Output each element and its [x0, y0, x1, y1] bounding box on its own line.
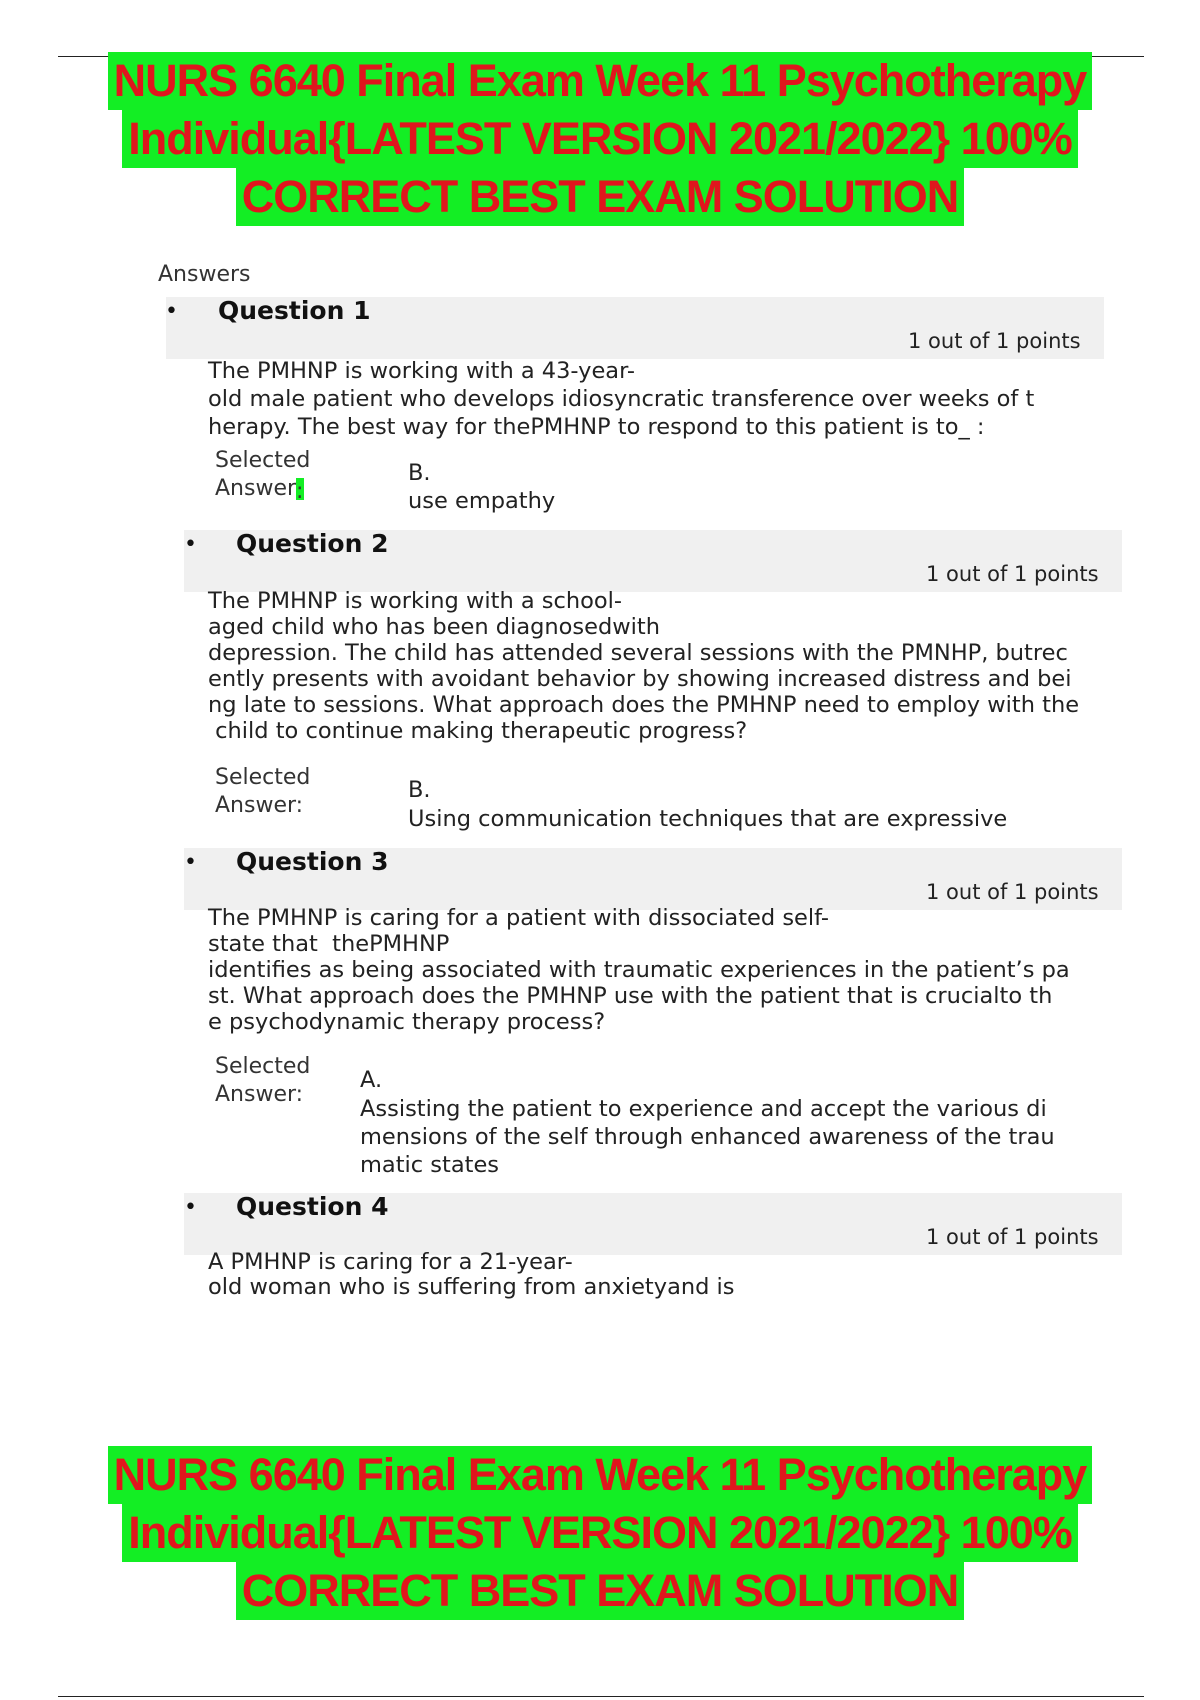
question-text: The PMHNP is working with a school- aged child who has been diagnosedwith depression. The child has attended several sessions with the PMNHP, butrec ently presents with avoidant behavior by showing increased distress and bei ng late to sessions. What approach does the PMHNP need to employ with the child to continue making therapeutic progress?	[208, 588, 1080, 744]
question-title: Question 1	[218, 296, 371, 325]
footer-line-3: CORRECT BEST EXAM SOLUTION	[236, 1562, 965, 1620]
answers-label: Answers	[158, 262, 251, 287]
answer-letter: B.	[408, 460, 431, 486]
footer-title	[0, 1446, 1200, 1620]
selected-answer-label: Selected Answer:	[215, 765, 311, 818]
bullet: •	[165, 299, 178, 324]
question-points: 1 out of 1 points	[908, 329, 1081, 353]
highlight-mark: :	[296, 479, 304, 504]
answer-letter: A.	[360, 1067, 383, 1093]
answer-letter: B.	[408, 777, 431, 803]
question-points: 1 out of 1 points	[926, 880, 1099, 904]
footer-line-2: Individual{LATEST VERSION 2021/2022} 100%	[122, 1504, 1078, 1562]
page-title	[0, 52, 1200, 226]
title-line-3: CORRECT BEST EXAM SOLUTION	[236, 168, 965, 226]
question-points: 1 out of 1 points	[926, 562, 1099, 586]
title-line-1: NURS 6640 Final Exam Week 11 Psychotherapy	[108, 52, 1093, 110]
bottom-rule	[58, 1696, 1144, 1697]
question-text: The PMHNP is caring for a patient with dissociated self- state that thePMHNP identifies as being associated with traumatic experiences in the patient’s pa st. What approach does the PMHNP use with the patient that is crucialto th e psychodynamic therapy process?	[208, 905, 1070, 1035]
selected-answer-label: Selected Answer:	[215, 1054, 311, 1107]
question-title: Question 3	[236, 847, 389, 876]
question-text: A PMHNP is caring for a 21-year- old woman who is suffering from anxietyand is	[208, 1249, 735, 1300]
footer-line-1: NURS 6640 Final Exam Week 11 Psychotherapy	[108, 1446, 1093, 1504]
bullet: •	[184, 1195, 197, 1220]
question-points: 1 out of 1 points	[926, 1225, 1099, 1249]
answer-text: Using communication techniques that are expressive	[408, 806, 1008, 832]
question-title: Question 4	[236, 1192, 389, 1221]
bullet: •	[184, 532, 197, 557]
question-text: The PMHNP is working with a 43-year- old male patient who develops idiosyncratic transference over weeks of t herapy. The best way for thePMHNP to respond to this patient is to_ :	[208, 358, 1035, 440]
question-title: Question 2	[236, 529, 389, 558]
title-line-2: Individual{LATEST VERSION 2021/2022} 100%	[122, 110, 1078, 168]
bullet: •	[184, 850, 197, 875]
answer-text: Assisting the patient to experience and accept the various di mensions of the self through enhanced awareness of the trau matic states	[360, 1096, 1055, 1178]
answer-text: use empathy	[408, 488, 556, 514]
selected-answer-label: Selected Answer:	[215, 448, 311, 504]
